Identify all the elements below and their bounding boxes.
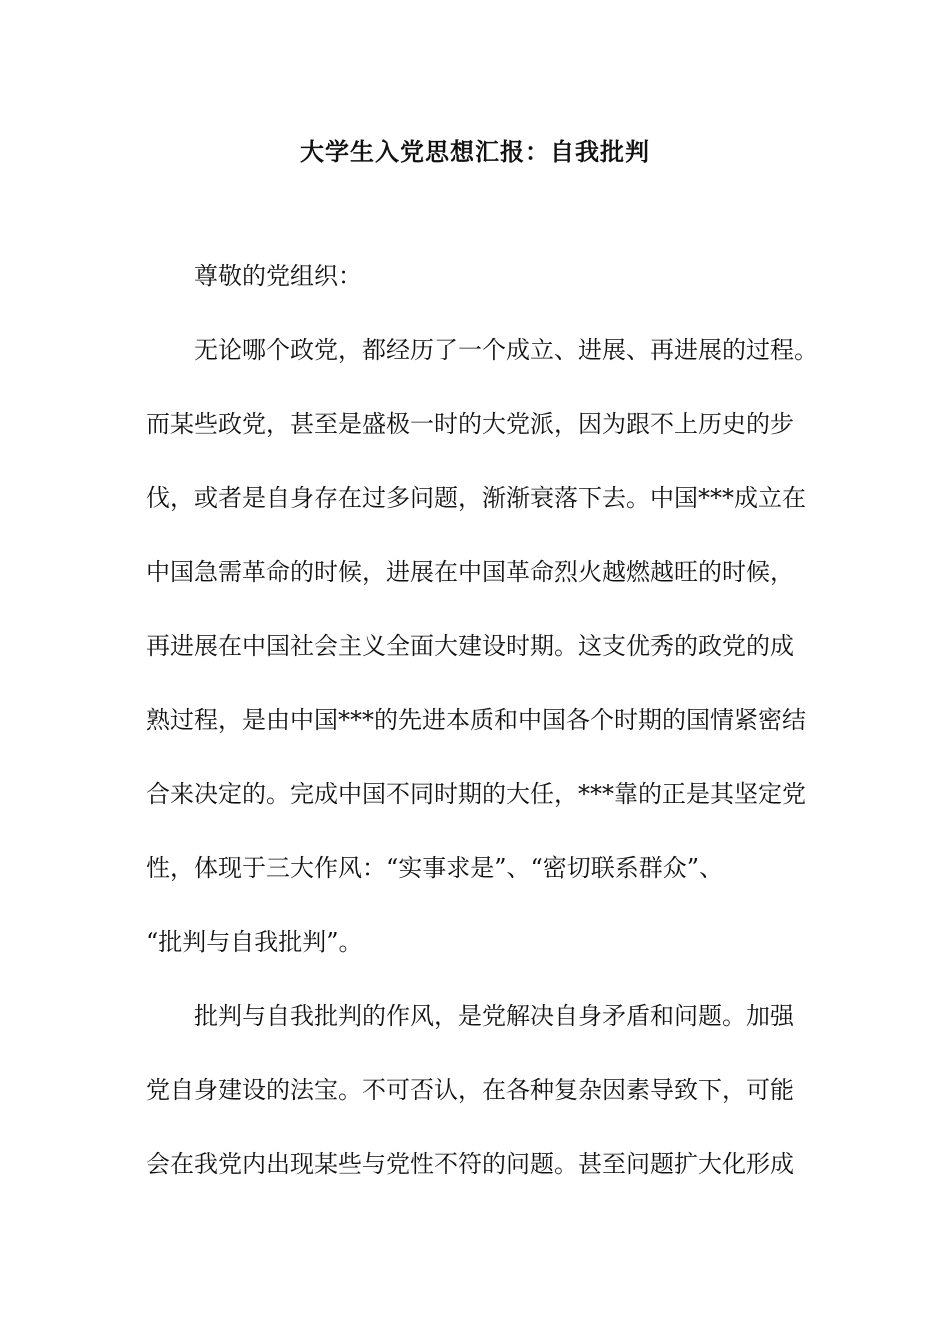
- paragraph-2: [146, 998, 806, 1220]
- paragraph-line: 无论哪个政党，都经历了一个成立、进展、再进展的过程。: [194, 336, 818, 364]
- paragraph-line: “批判与自我批判”。: [146, 928, 363, 956]
- paragraph-1: [146, 332, 818, 998]
- paragraph-line: 会在我党内出现某些与党性不符的问题。甚至问题扩大化形成: [146, 1150, 794, 1178]
- document-body: [146, 258, 818, 1220]
- paragraph-line: 熟过程，是由中国***的先进本质和中国各个时期的国情紧密结: [146, 706, 806, 734]
- paragraph-line: 合来决定的。完成中国不同时期的大任，***靠的正是其坚定党: [146, 780, 806, 808]
- salutation: 尊敬的党组织：: [194, 262, 362, 290]
- paragraph-line: 而某些政党，甚至是盛极一时的大党派，因为跟不上历史的步: [146, 410, 794, 438]
- paragraph-line: 伐，或者是自身存在过多问题，渐渐衰落下去。中国***成立在: [146, 484, 806, 512]
- paragraph-line: 性，体现于三大作风：“实事求是”、“密切联系群众”、: [146, 854, 724, 882]
- paragraph-line: 批判与自我批判的作风，是党解决自身矛盾和问题。加强: [194, 1002, 794, 1030]
- paragraph-line: 党自身建设的法宝。不可否认，在各种复杂因素导致下，可能: [146, 1076, 794, 1104]
- document-title: 大学生入党思想汇报：自我批判: [300, 138, 650, 166]
- paragraph-line: 再进展在中国社会主义全面大建设时期。这支优秀的政党的成: [146, 632, 794, 660]
- paragraph-line: 中国急需革命的时候，进展在中国革命烈火越燃越旺的时候，: [146, 558, 794, 586]
